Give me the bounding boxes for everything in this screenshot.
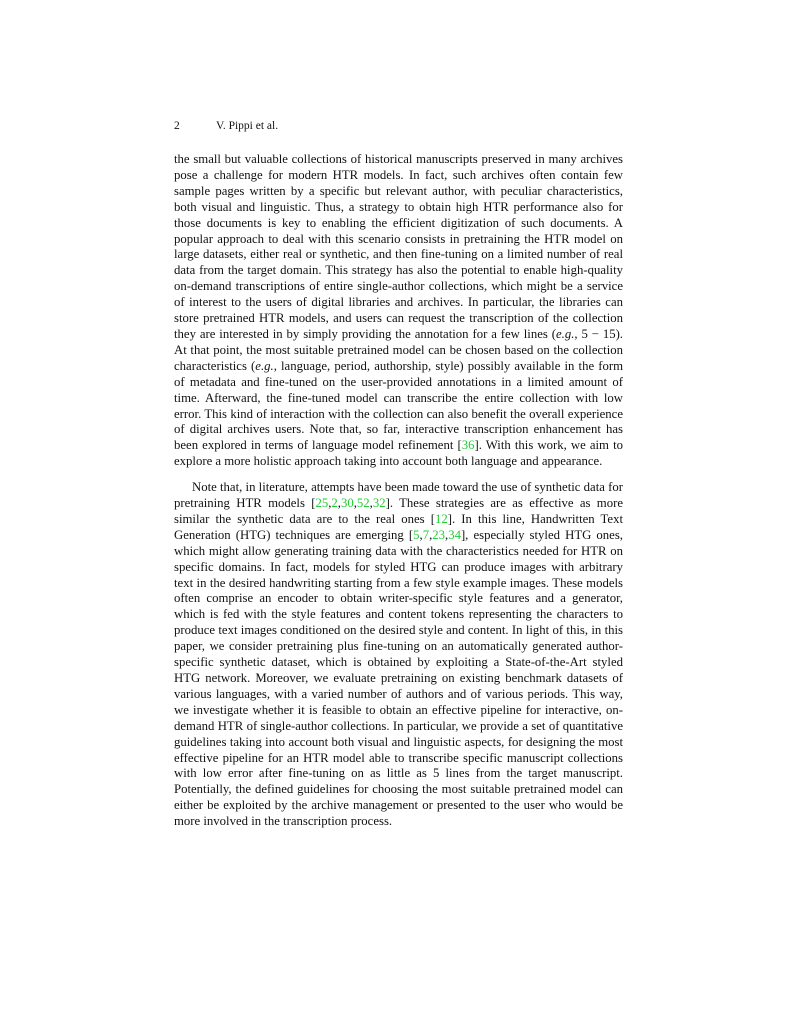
text-run: Note that, in literature, attempts have been made toward the use of synthetic data for pretraining HTR models [ [174,480,623,511]
citation-link[interactable]: 36 [461,438,475,453]
text-run: , [328,496,332,511]
citation-link[interactable]: 52 [356,496,370,511]
text-run: , [353,496,357,511]
text-run: ], especially styled HTG ones, which might allow generating training data with the characteristics needed for HTR on specific domains. In fact, models for styled HTG can produce images with arbitrary text in the desired handwriting starting from a few style example images. These models often comprise an encoder to obtain writer-specific style features and a generator, which is fed with the style features and content tokens representing the characters to produce text images conditioned on the desired style and content. In light of this, in this paper, we consider pretraining plus fine-tuning on an automatically generated author-specific synthetic dataset, which is obtained by exploiting a State-of-the-Art styled HTG network. Moreover, we evaluate pretraining on existing benchmark datasets of various languages, with a varied number of authors and of various periods. This way, we investigate whether it is feasible to obtain an effective pipeline for interactive, on-demand HTR of single-author collections. In particular, we provide a set of quantitative guidelines taking into account both visual and linguistic aspects, for designing the most effective pipeline for an HTR model able to transcribe specific manuscript collections with low error after fine-tuning on as little as 5 lines from the target manuscript. Potentially, the defined guidelines for choosing the most suitable pretrained model can either be exploited by the archive management or presented to the user who would be more involved in the transcription process. [174,527,623,829]
text-run: ]. In this line, Handwritten Text Generation (HTG) techniques are emerging [ [174,511,623,542]
body-text [174,152,623,830]
text-run: , [419,527,423,542]
text-run: , [337,496,341,511]
citation-link[interactable]: 25 [315,496,329,511]
text-run: , [429,527,433,542]
italic-text: e.g. [555,326,575,341]
page-number: 2 [174,120,180,132]
running-header [174,119,278,133]
text-run: , [445,527,449,542]
citation-link[interactable]: 34 [448,527,461,542]
citation-link[interactable]: 2 [331,496,338,511]
paragraph-1 [174,152,623,470]
italic-text: e.g. [255,358,274,373]
paragraph-2 [174,480,623,830]
text-run: , language, period, authorship, style) possibly available in the form of metadata and fine-tuned on the user-provided annotations in a limited amount of time. Afterward, the fine-tuned model can transcribe the entire collection with low error. This kind of interaction with the collection can also benefit the overall experience of digital archives users. Note that, so far, interactive transcription enhancement has been explored in terms of language model refinement [ [174,358,623,453]
citation-link[interactable]: 23 [432,527,445,542]
text-run: , [369,496,373,511]
citation-link[interactable]: 7 [422,527,430,542]
citation-link[interactable]: 5 [413,527,420,542]
citation-link[interactable]: 32 [372,496,386,511]
citation-link[interactable]: 30 [340,496,354,511]
text-run: the small but valuable collections of historical manuscripts preserved in many archives pose a challenge for modern HTR models. In fact, such archives often contain few sample pages written by a specific but relevant author, with peculiar characteristics, both visual and linguistic. Thus, a strategy to obtain high HTR performance also for those documents is key to enabling the efficient digitization of such documents. A popular approach to deal with this scenario consists in pretraining the HTR model on large datasets, either real or synthetic, and then fine-tuning on a limited number of real data from the target domain. This strategy has also the potential to enable high-quality on-demand transcriptions of entire single-author collections, which might be a service of interest to the users of digital libraries and archives. In particular, the libraries can store pretrained HTR models, and users can request the transcription of the collection they are interested in by simply providing the annotation for a few lines ( [174,152,623,341]
text-run: , 5 − 15). At that point, the most suitable pretrained model can be chosen based on the collection characteristics ( [174,326,623,373]
text-run: ]. With this work, we aim to explore a more holistic approach taking into account both language and appearance. [174,438,623,469]
running-head-authors: V. Pippi et al. [216,120,279,132]
text-run: ]. These strategies are as effective as more similar the synthetic data are to the real ones [ [174,496,624,526]
citation-link[interactable]: 12 [434,511,448,526]
